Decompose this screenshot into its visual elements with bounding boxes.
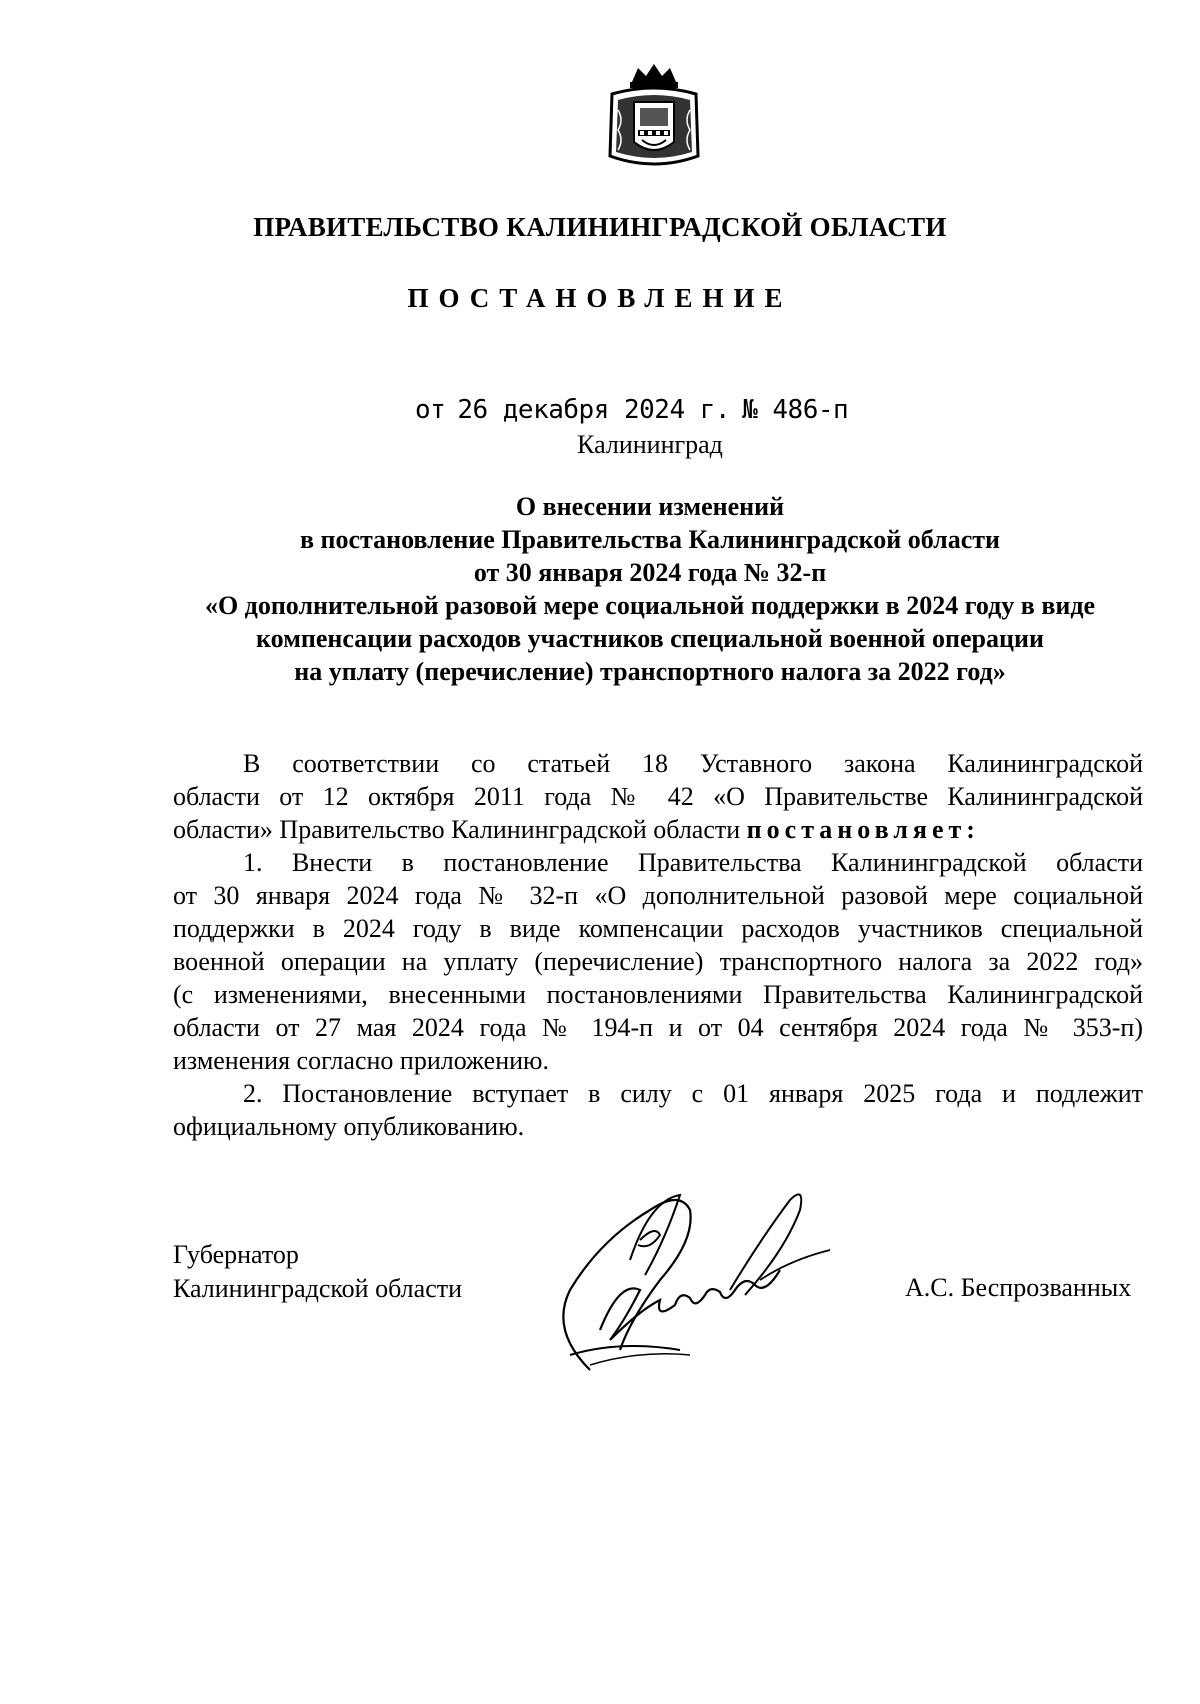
body-line: области от 12 октября 2011 года № 42 «О Правительстве Калининградской: [173, 782, 1143, 811]
preamble-last: области» Правительство Калининградской области: [173, 815, 741, 844]
position-line: Калининградской области: [173, 1274, 463, 1303]
organization-title: ПРАВИТЕЛЬСТВО КАЛИНИНГРАДСКОЙ ОБЛАСТИ: [253, 212, 947, 242]
item-2-paragraph: [173, 1077, 1143, 1143]
subject-line: на уплату (перечисление) транспортного налога за 2022 год»: [294, 657, 1006, 686]
city: Калининград: [577, 430, 723, 459]
body-line: официальному опубликованию.: [173, 1112, 525, 1141]
body-line: изменения согласно приложению.: [173, 1046, 549, 1075]
body-line: поддержки в 2024 году в виде компенсации расходов участников специальной: [173, 914, 1143, 943]
document-subject: [150, 490, 1150, 688]
body-line: (с изменениями, внесенными постановлениями Правительства Калининградской: [173, 980, 1143, 1009]
document-body: [173, 747, 1143, 1143]
body-line: от 30 января 2024 года № 32-п «О дополнительной разовой мере социальной: [173, 881, 1143, 910]
date-prefix: от: [415, 395, 446, 425]
signatory-position: [173, 1238, 462, 1306]
handwritten-signature-icon: [530, 1180, 860, 1380]
subject-line: в постановление Правительства Калининградской области: [299, 525, 1001, 554]
position-line: Губернатор: [173, 1240, 299, 1269]
coat-of-arms-icon: [604, 60, 704, 178]
subject-line: от 30 января 2024 года № 32-п: [473, 558, 827, 587]
subject-line: «О дополнительной разовой мере социальной поддержки в 2024 году в виде: [204, 591, 1096, 620]
subject-line: компенсации расходов участников специальной военной операции: [256, 624, 1044, 653]
document-date: 26 декабря 2024 г.: [457, 395, 731, 425]
decree-word: постановляет:: [746, 815, 980, 844]
body-line: области от 27 мая 2024 года № 194-п и от 04 сентября 2024 года № 353-п): [173, 1013, 1143, 1042]
preamble-paragraph: [173, 747, 1143, 846]
body-line: 1. Внести в постановление Правительства Калининградской области: [243, 848, 1143, 877]
document-type: ПОСТАНОВЛЕНИЕ: [407, 283, 793, 313]
subject-line: О внесении изменений: [515, 492, 785, 521]
body-line: В соответствии со статьей 18 Уставного закона Калининградской: [243, 749, 1143, 778]
body-line: военной операции на уплату (перечисление) транспортного налога за 2022 год»: [173, 947, 1143, 976]
dateline: [415, 395, 848, 425]
item-1-paragraph: [173, 846, 1143, 1077]
body-line: [173, 813, 1143, 846]
body-line: 2. Постановление вступает в силу с 01 января 2025 года и подлежит: [243, 1079, 1143, 1108]
document-number: № 486-п: [742, 395, 849, 425]
signatory-name: А.С. Беспрозванных: [905, 1273, 1132, 1302]
